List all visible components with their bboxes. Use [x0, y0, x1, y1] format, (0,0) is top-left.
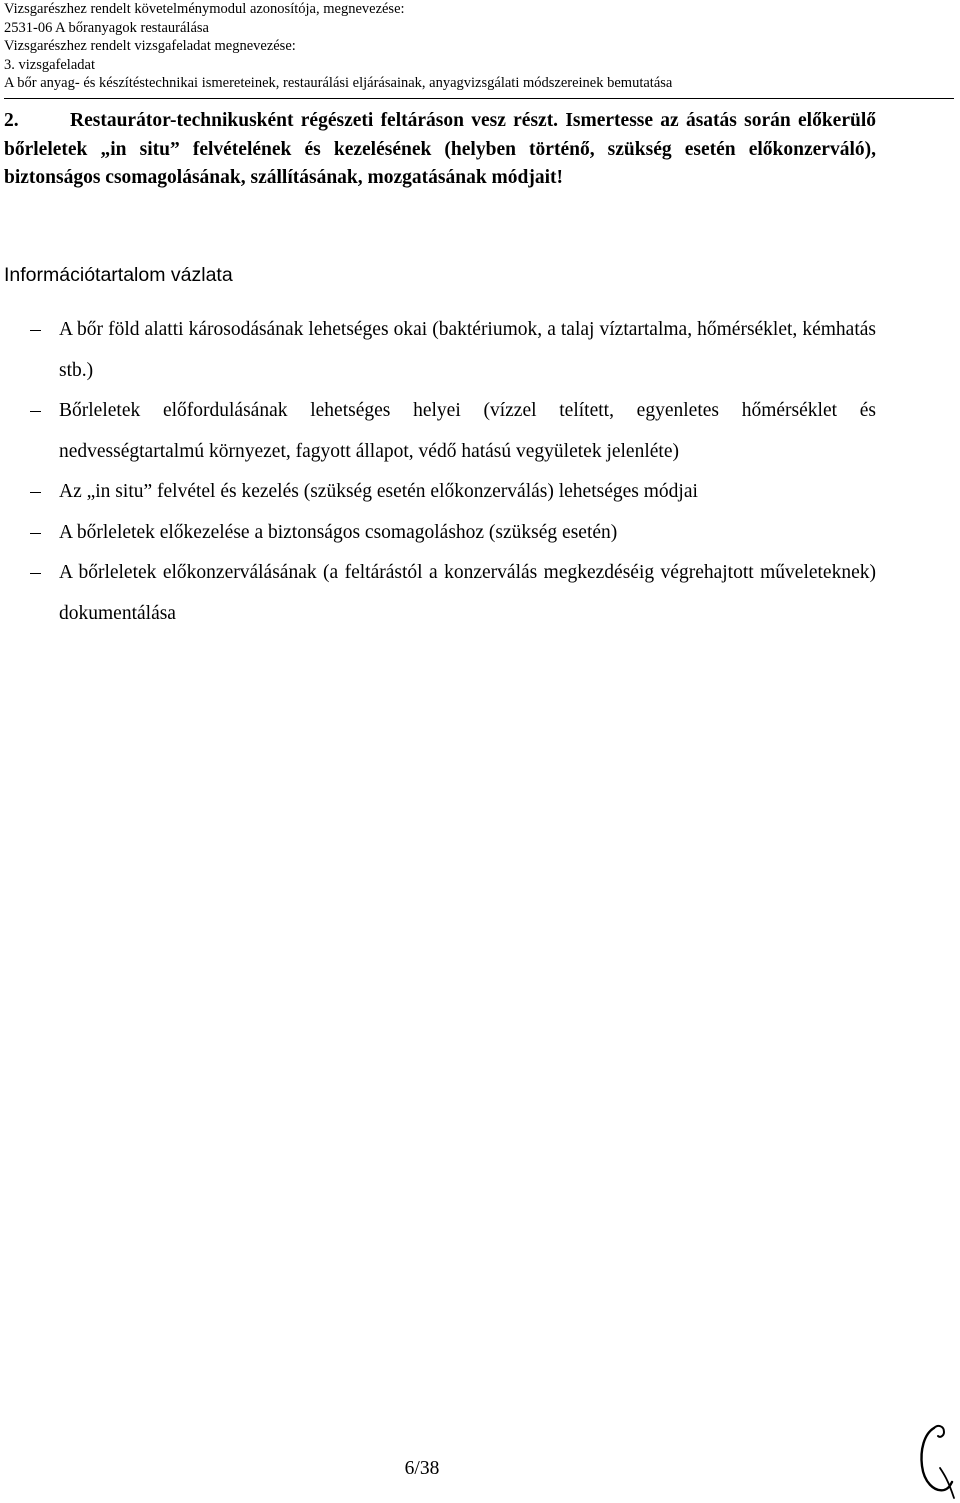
list-item-text: A bőr föld alatti károsodásának lehetséges okai (baktériumok, a talaj víztartalma, hőmérséklet, kémhatás stb.): [59, 319, 876, 381]
header-line-task-name: A bőr anyag- és készítéstechnikai ismereteinek, restaurálási eljárásainak, anyagvizsgálati módszereinek bemutatása: [4, 75, 673, 92]
list-item: [4, 391, 876, 472]
list-item: [4, 553, 876, 634]
info-list: [4, 310, 876, 634]
list-item-text: Az „in situ” felvétel és kezelés (szükség esetén előkonzerválás) lehetséges módjai: [59, 481, 698, 502]
list-item: [4, 310, 876, 391]
info-section-title: Információtartalom vázlata: [4, 264, 233, 286]
list-item-text: A bőrleletek előkezelése a biztonságos csomagoláshoz (szükség esetén): [59, 521, 618, 543]
header-line-task-label: Vizsgarészhez rendelt vizsgafeladat megnevezése:: [4, 38, 296, 55]
question-text: Restaurátor-technikusként régészeti feltáráson vesz részt. Ismertesse az ásatás során előkerülő bőrleletek „in situ” felvételének és kezelésének (helyben történő, szükség esetén előkonzerváló), biztonságos csomagolásának, szállításának, mozgatásának módjait!: [4, 110, 876, 188]
list-item-text: A bőrleletek előkonzerválásának (a feltárástól a konzerválás megkezdéséig végrehajtott műveleteknek) dokumentálása: [59, 562, 876, 624]
header-line-module-name: 2531-06 A bőranyagok restaurálása: [4, 19, 209, 36]
header-line-task-number: 3. vizsgafeladat: [4, 56, 95, 73]
question-block: [4, 107, 876, 193]
page-number: 6/38: [404, 1458, 440, 1479]
question-number: 2.: [4, 110, 19, 131]
page-header: [4, 0, 954, 93]
list-item: [4, 513, 876, 554]
header-divider: [4, 98, 954, 99]
list-item-text: Bőrleletek előfordulásának lehetséges helyei (vízzel telített, egyenletes hőmérséklet és nedvességtartalmú környezet, fagyott állapot, védő hatású vegyületek jelenléte): [59, 400, 876, 462]
signature-mark: [914, 1420, 958, 1500]
list-item: [4, 472, 876, 513]
header-line-module-label: Vizsgarészhez rendelt követelménymodul azonosítója, megnevezése:: [4, 1, 405, 17]
